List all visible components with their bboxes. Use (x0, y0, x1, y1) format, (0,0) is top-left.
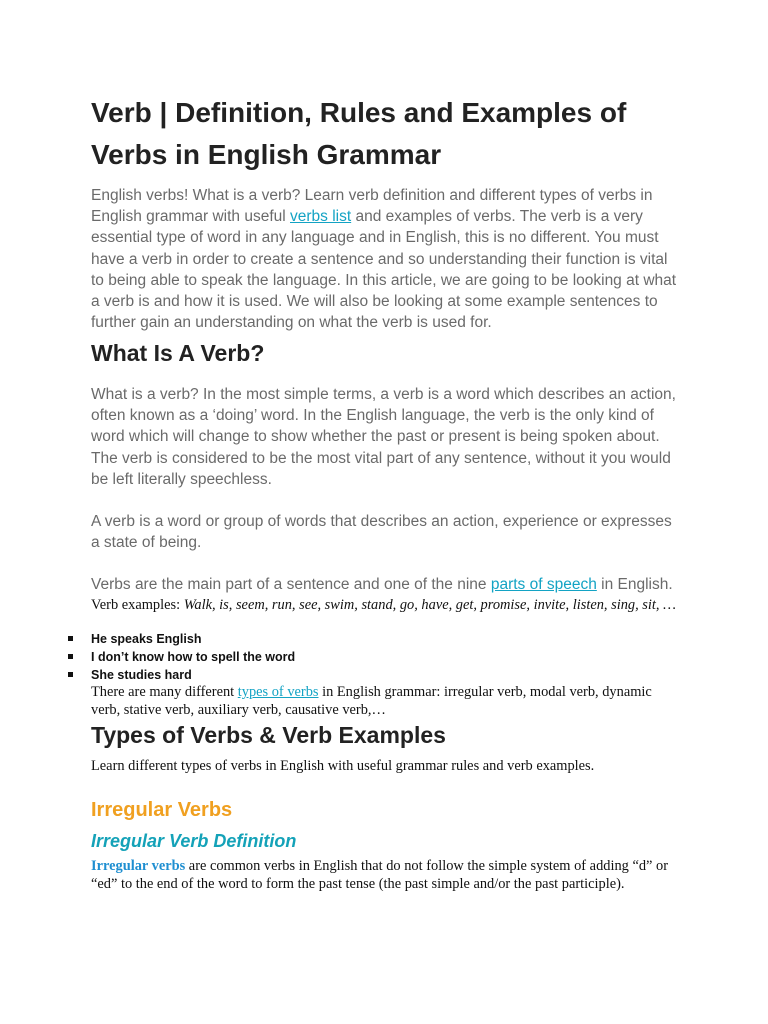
example-sentences-list (91, 630, 295, 684)
list-item-text: I don’t know how to spell the word (91, 650, 296, 664)
irregular-definition-text: are common verbs in English that do not follow the simple system of adding “d” or “ed” to the end of the word to form the past tense (the past simple and/or the past participle). (91, 858, 668, 892)
irregular-verbs-heading: Irregular Verbs (91, 799, 233, 821)
verbs-list-link[interactable]: verbs list (290, 208, 352, 226)
list-item (91, 648, 295, 666)
irregular-definition-paragraph (91, 857, 681, 893)
what-is-verb-heading: What Is A Verb? (91, 340, 265, 366)
list-item-text: She studies hard (91, 668, 192, 682)
parts-of-speech-paragraph (91, 574, 681, 595)
irregular-verbs-link[interactable]: Irregular verbs (91, 858, 186, 874)
intro-paragraph (91, 185, 681, 333)
intro-text-end: and examples of verbs. The verb is a very essential type of word in any language and in English, this is no different. You must have a verb in order to create a sentence and so understanding their function is vital to being able to speak the language. In this article, we are going to be looking at what a verb is and how it is used. We will also be looking at some example sentences to further gain an understanding on what the verb is used for. (91, 208, 677, 332)
types-intro-text: Learn different types of verbs in English with useful grammar rules and verb examples. (91, 758, 595, 774)
types-of-verbs-heading: Types of Verbs & Verb Examples (91, 722, 446, 748)
verb-examples-label: Verb examples: (91, 597, 184, 613)
verb-examples (91, 596, 681, 614)
intro-text-start: English verbs! What is a verb? Learn verb definition and different types of verbs in English grammar with useful (91, 187, 653, 226)
bullet-square-icon (68, 672, 73, 677)
page-title: Verb | Definition, Rules and Examples of Verbs in English Grammar (91, 97, 627, 170)
parts-text-end: in English. (596, 576, 673, 593)
list-item-text: He speaks English (91, 632, 202, 646)
types-text-start: There are many different (91, 684, 238, 700)
parts-of-speech-link[interactable]: parts of speech (490, 576, 597, 593)
bullet-square-icon (68, 654, 73, 659)
types-of-verbs-paragraph (91, 683, 681, 719)
verb-definition-paragraph: A verb is a word or group of words that describes an action, experience or expresses a state of being. (91, 513, 672, 552)
parts-text-start: Verbs are the main part of a sentence and one of the nine (91, 576, 491, 593)
verb-examples-list: Walk, is, seem, run, see, swim, stand, go, have, get, promise, invite, listen, sing, sit, … (183, 597, 676, 613)
types-of-verbs-link[interactable]: types of verbs (237, 684, 319, 700)
list-item (91, 666, 295, 684)
types-text-end: in English grammar: irregular verb, modal verb, dynamic verb, stative verb, auxiliary verb, causative verb,… (91, 684, 652, 718)
what-is-verb-paragraph: What is a verb? In the most simple terms, a verb is a word which describes an action, often known as a ‘doing’ word. In the English language, the verb is the only kind of word which will change to show whether the past or present is being spoken about. The verb is considered to be the most vital part of any sentence, without it you would be left literally speechless. (91, 386, 676, 488)
list-item (91, 630, 295, 648)
bullet-square-icon (68, 636, 73, 641)
irregular-definition-heading: Irregular Verb Definition (91, 831, 297, 851)
